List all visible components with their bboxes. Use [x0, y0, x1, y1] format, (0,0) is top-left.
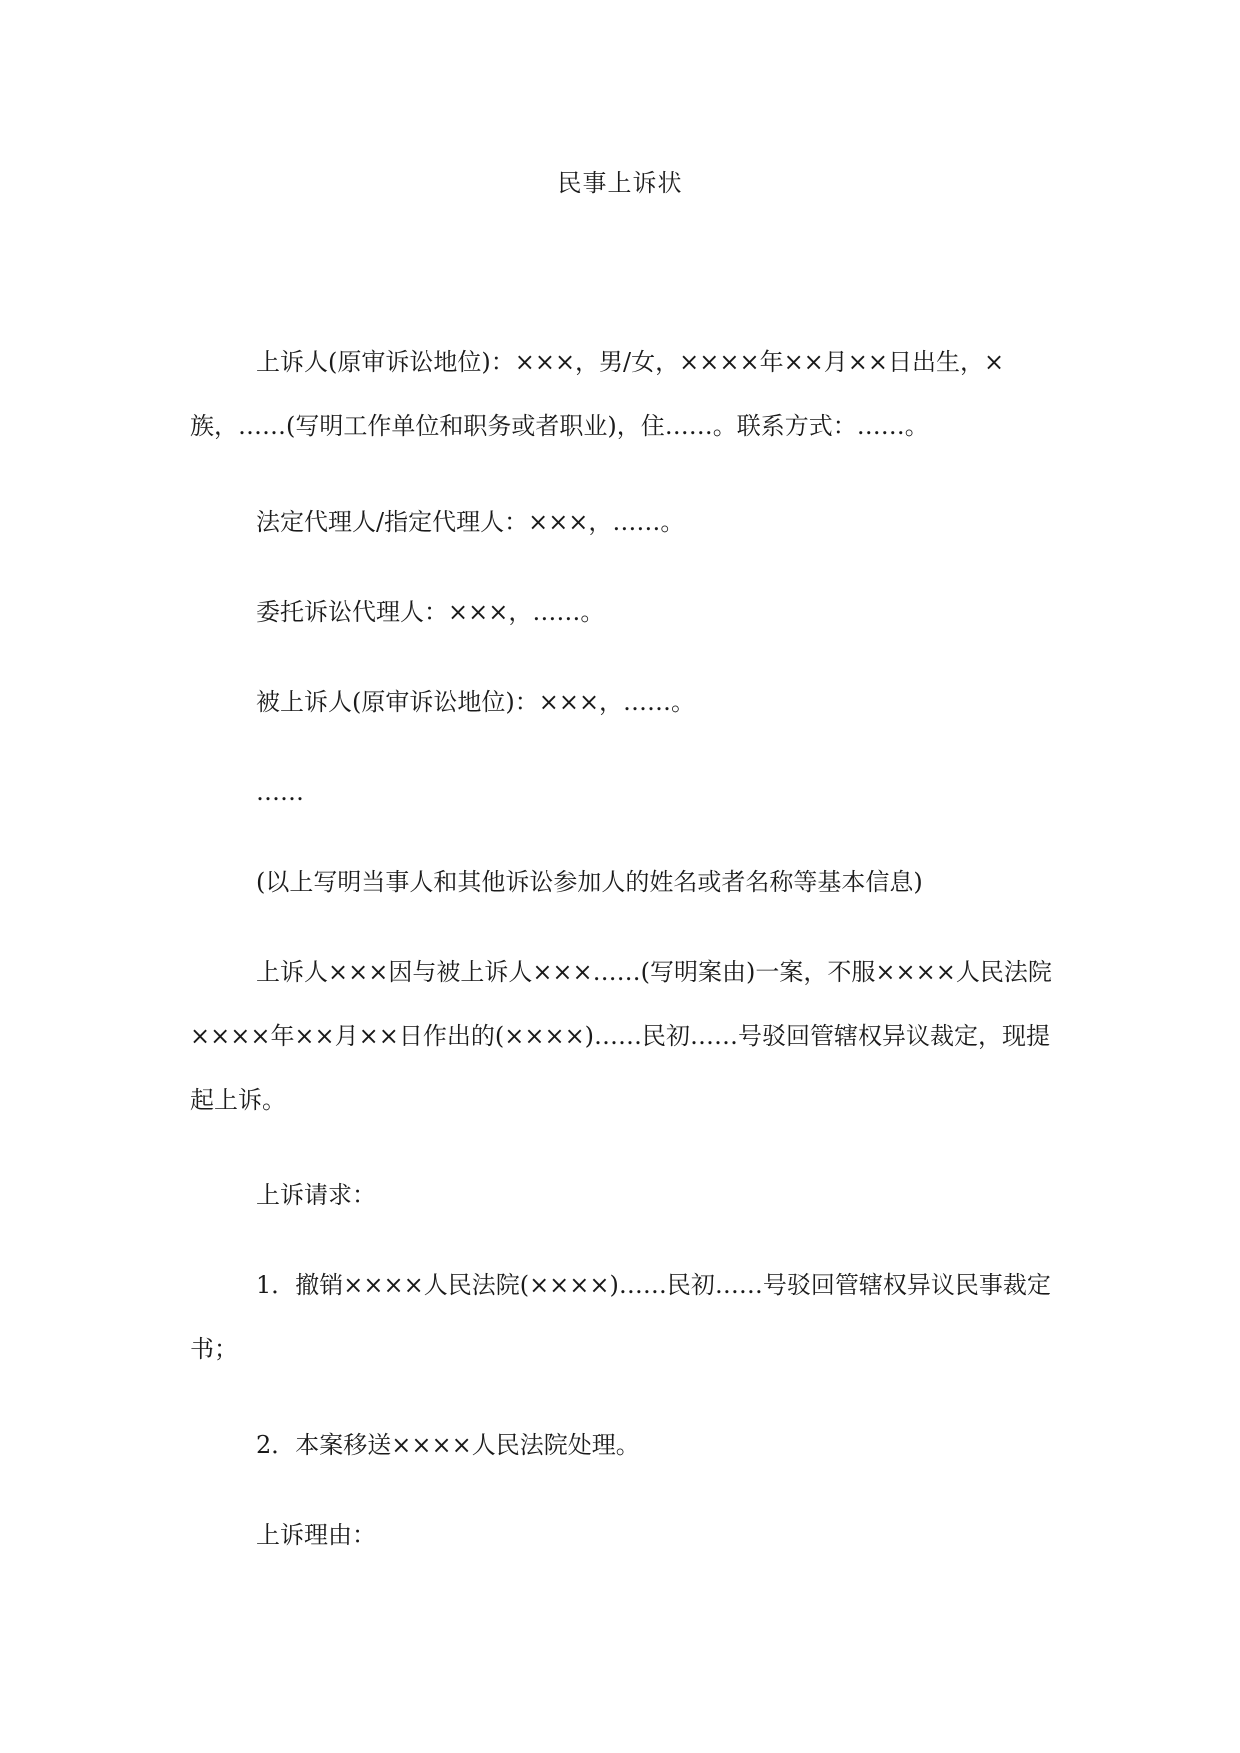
appellant-paragraph: 上诉人(原审诉讼地位)：×××，男/女，××××年××月××日出生，×族，……(写明工作单位和职务或者职业)，住……。联系方式：……。 — [190, 348, 1005, 440]
legal-representative-paragraph: 法定代理人/指定代理人：×××，……。 — [256, 508, 685, 536]
appeal-request-2: 2．本案移送××××人民法院处理。 — [256, 1431, 640, 1459]
document-title: 民事上诉状 — [557, 169, 683, 197]
appellee-paragraph: 被上诉人(原审诉讼地位)：×××，……。 — [256, 688, 696, 716]
appeal-statement-paragraph: 上诉人×××因与被上诉人×××……(写明案由)一案，不服××××人民法院××××年××月××日作出的(××××)……民初……号驳回管辖权异议裁定，现提起上诉。 — [190, 958, 1052, 1114]
party-info-note: (以上写明当事人和其他诉讼参加人的姓名或者名称等基本信息) — [256, 868, 923, 896]
appeal-request-1: 1．撤销××××人民法院(××××)……民初……号驳回管辖权异议民事裁定书； — [190, 1271, 1051, 1363]
entrusted-agent-paragraph: 委托诉讼代理人：×××，……。 — [256, 598, 605, 626]
ellipsis-paragraph: …… — [256, 778, 304, 806]
appeal-requests-heading: 上诉请求： — [256, 1181, 376, 1209]
appeal-reasons-heading: 上诉理由： — [256, 1521, 376, 1549]
